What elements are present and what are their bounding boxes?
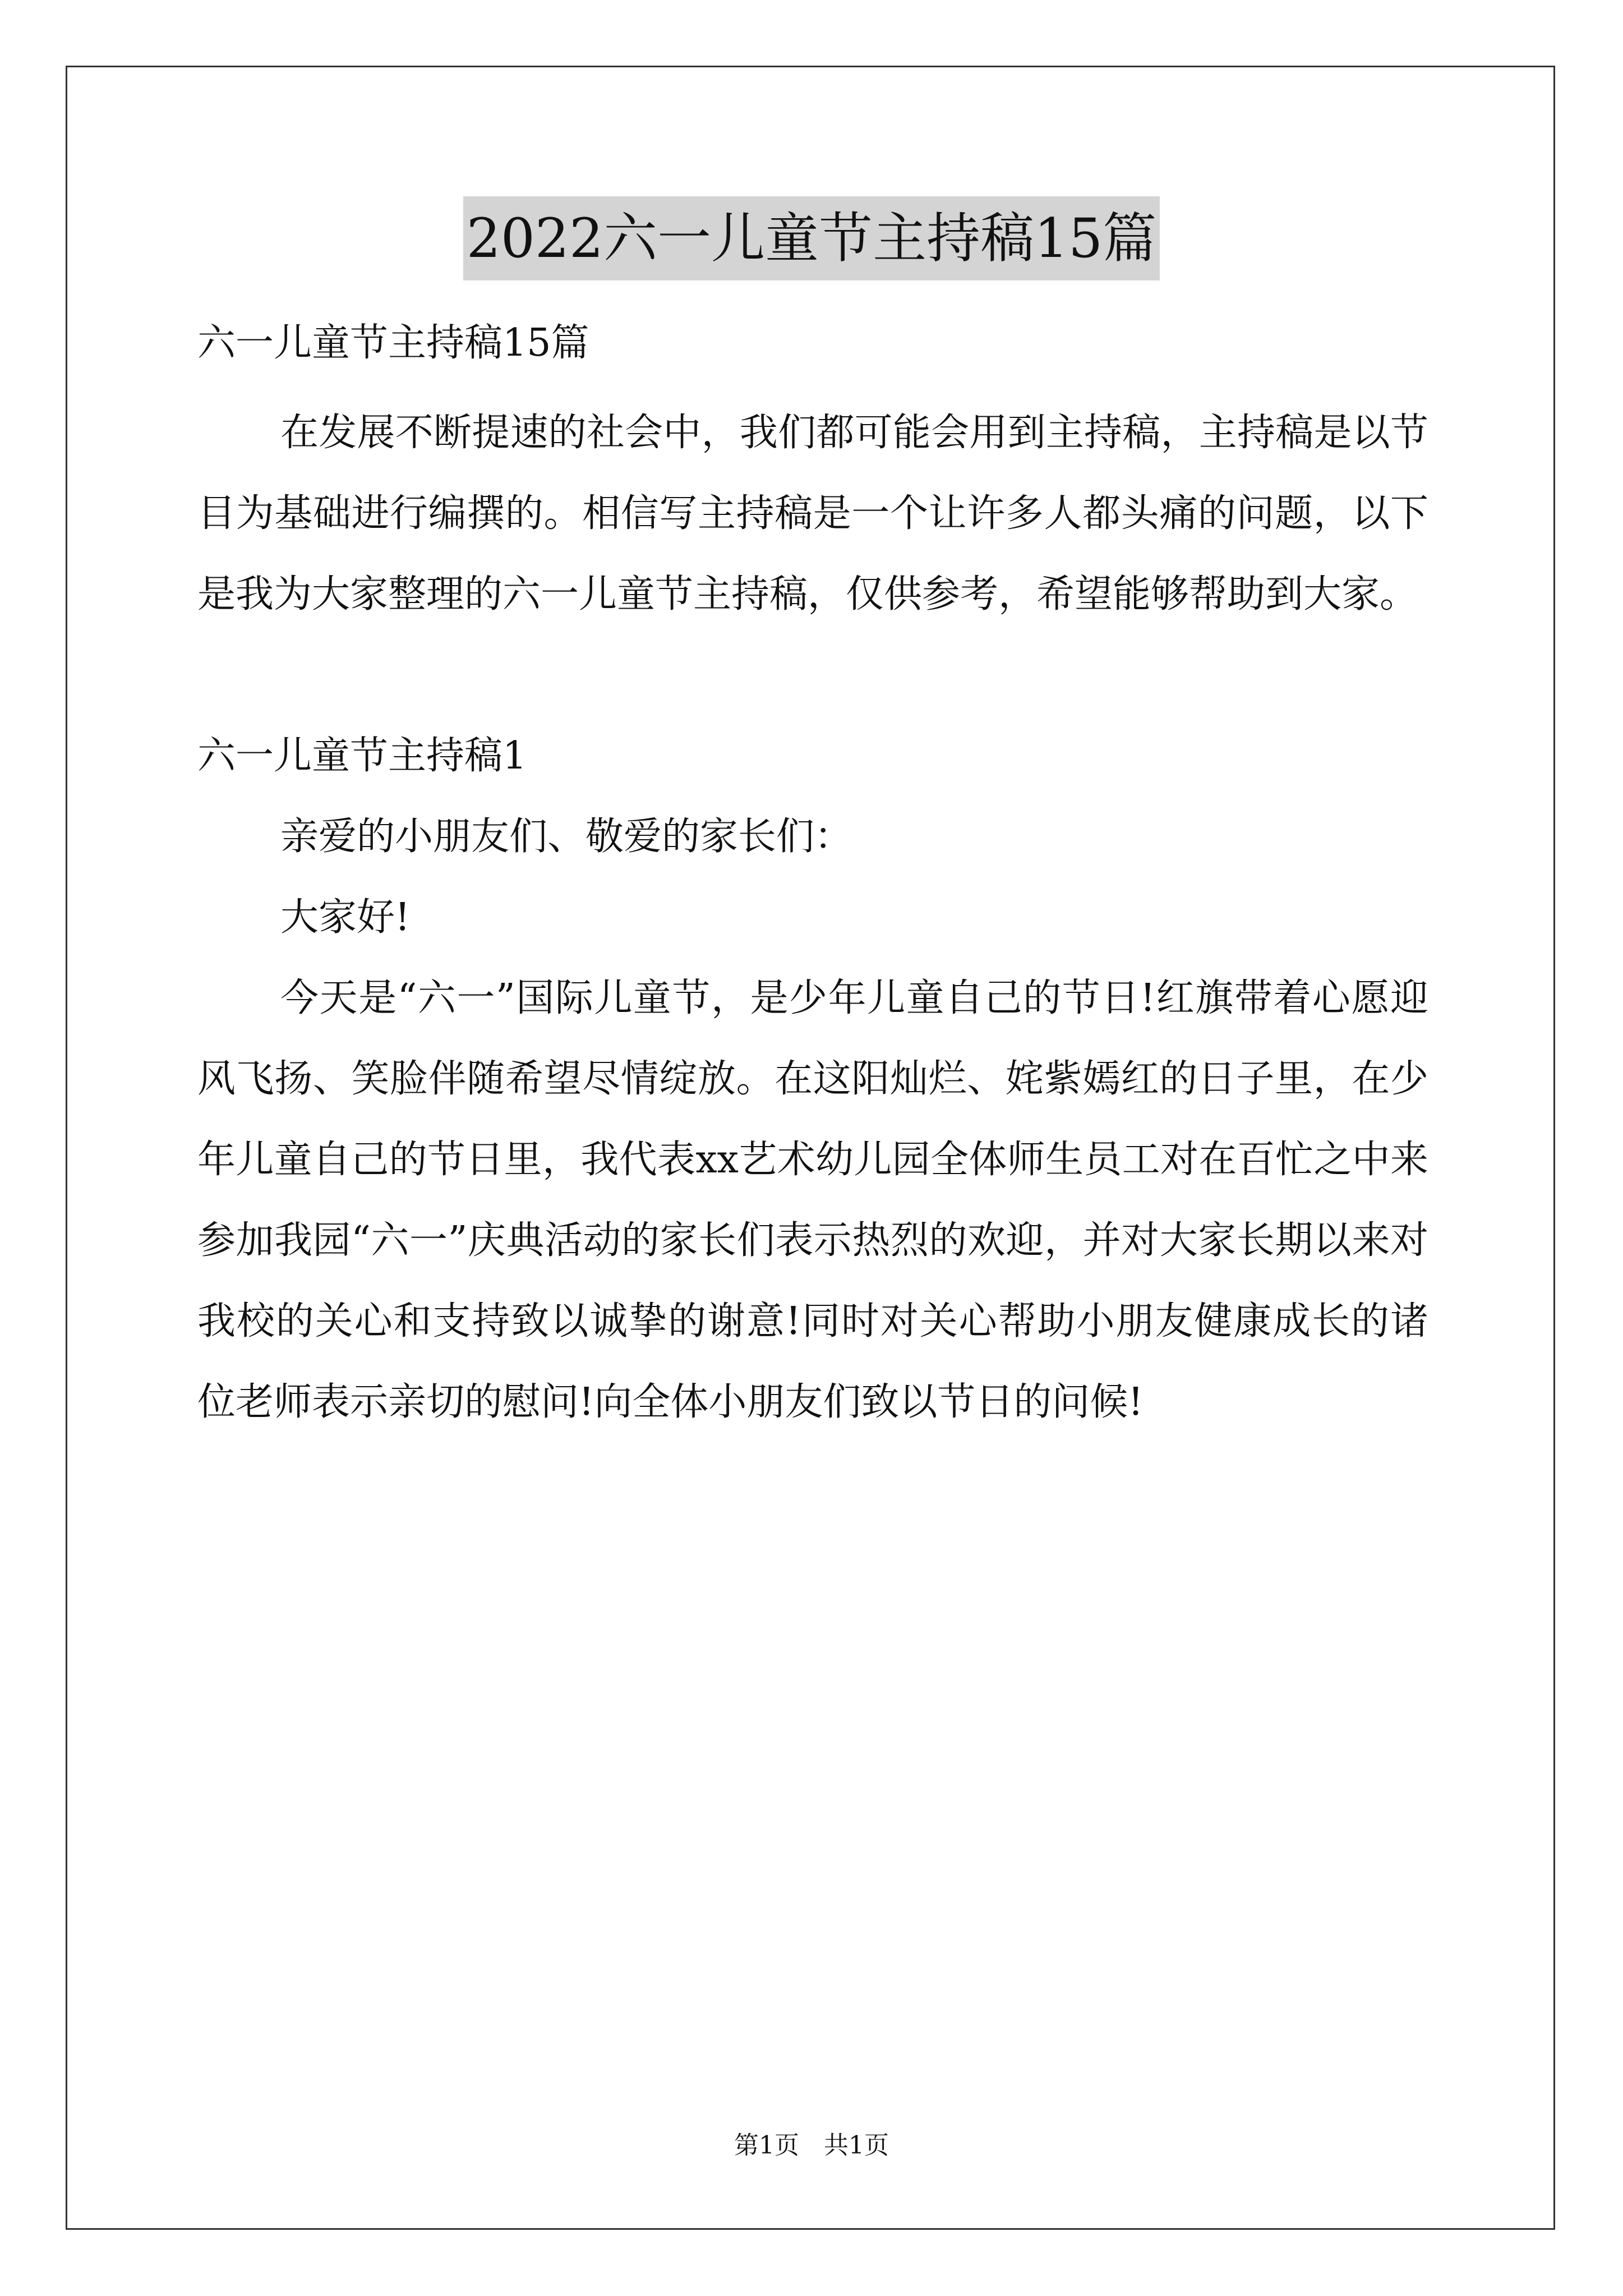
subtitle: 六一儿童节主持稿15篇	[197, 321, 589, 365]
hello-line: 大家好!	[280, 895, 411, 940]
document-title: 2022六一儿童节主持稿15篇	[463, 196, 1160, 280]
title-container	[0, 196, 1623, 280]
body-paragraph: 今天是“六一”国际儿童节，是少年儿童自己的节日!红旗带着心愿迎风飞扬、笑脸伴随希望尽情绽放。在这阳灿烂、姹紫嫣红的日子里，在少年儿童自己的节日里，我代表xx艺术幼儿园全体师生员工对在百忙之中来参加我园“六一”庆典活动的家长们表示热烈的欢迎，并对大家长期以来对我校的关心和支持致以诚挚的谢意!同时对关心帮助小朋友健康成长的诸位老师表示亲切的慰问!向全体小朋友们致以节日的问候!	[197, 976, 1428, 1424]
document-body	[197, 303, 1428, 1443]
page-footer: 第1页 共1页	[734, 2131, 889, 2160]
greeting-line: 亲爱的小朋友们、敬爱的家长们：	[280, 815, 853, 859]
section-heading: 六一儿童节主持稿1	[197, 734, 527, 778]
intro-paragraph: 在发展不断提速的社会中，我们都可能会用到主持稿，主持稿是以节目为基础进行编撰的。相信写主持稿是一个让许多人都头痛的问题，以下是我为大家整理的六一儿童节主持稿，仅供参考，希望能够帮助到大家。	[197, 411, 1428, 616]
